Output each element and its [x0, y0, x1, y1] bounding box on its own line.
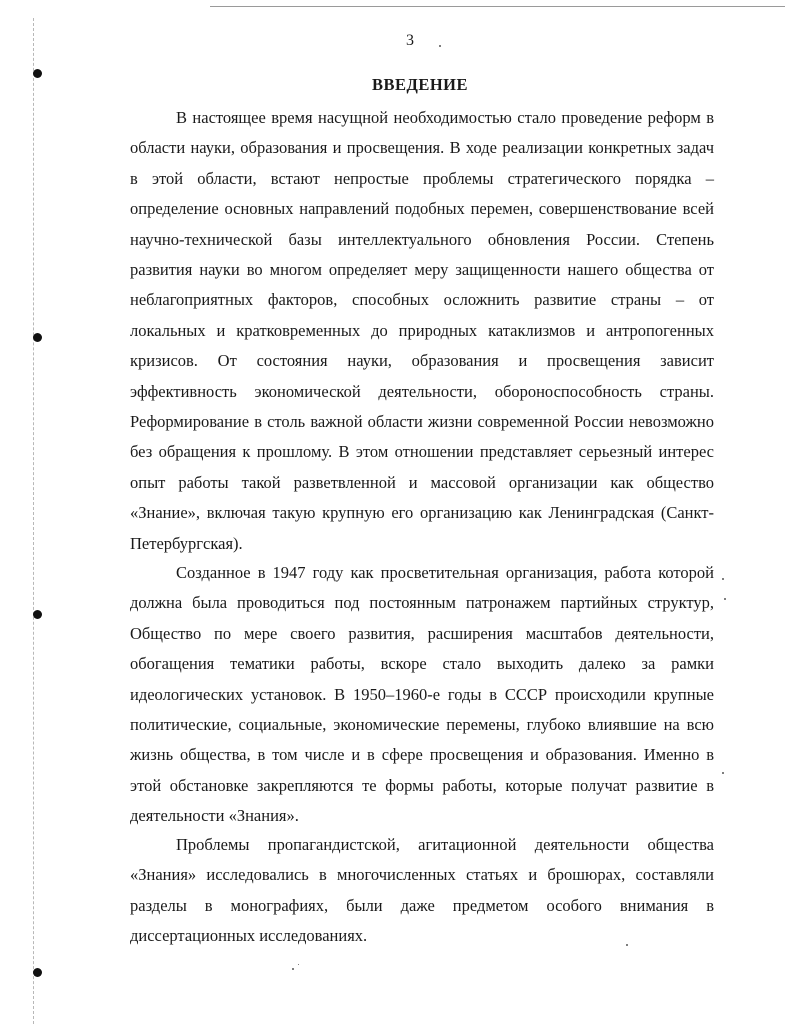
scan-speck	[724, 598, 726, 600]
top-edge-rule	[210, 6, 785, 7]
section-heading: ВВЕДЕНИЕ	[371, 75, 469, 94]
binding-hole-2	[33, 333, 42, 342]
paragraph-3: Проблемы пропагандистской, агитационной деятельности общества «Знания» исследовались в многочисленных статьях и брошюрах, составляли разделы в монографиях, были даже предметом особого внимания в диссертационных исследованиях.	[130, 835, 714, 946]
binding-hole-1	[33, 69, 42, 78]
scan-speck	[722, 772, 724, 774]
paragraph-2: Созданное в 1947 году как просветительная организация, работа которой должна была проводиться под постоянным патронажем партийных структур, Общество по мере своего развития, расширения масштабов деятельности, обогащения тематики работы, вскоре стало выходить далеко за рамки идеологических установок. В 1950–1960-е годы в СССР происходили крупные политические, социальные, экономические перемены, глубоко влиявшие на всю жизнь общества, в том числе и в сфере просвещения и образования. Именно в этой обстановке закрепляются те формы работы, которые получат развитие в деятельности «Знания».	[130, 563, 714, 826]
page-number: 3	[406, 32, 414, 49]
scan-speck	[722, 578, 724, 580]
scan-speck	[292, 968, 294, 970]
binding-hole-3	[33, 610, 42, 619]
binding-hole-4	[33, 968, 42, 977]
paragraph-1: В настоящее время насущной необходимостью стало проведение реформ в области науки, образования и просвещения. В ходе реализации конкретных задач в этой области, встают непростые проблемы стратегического порядка – определение основных направлений подобных перемен, совершенствование всей научно-технической базы интеллектуального обновления России. Степень развития науки во многом определяет меру защищенности нашего общества от неблагоприятных факторов, способных осложнить развитие страны – от локальных и кратковременных до природных катаклизмов и антропогенных кризисов. От состояния науки, образования и просвещения зависит эффективность экономической деятельности, обороноспособность страны. Реформирование в столь важной области жизни современной России невозможно без обращения к прошлому. В этом отношении представляет серьезный интерес опыт работы такой разветвленной и массовой организации как общество «Знание», включая такую крупную его организацию как Ленинградская (Санкт-Петербургская).	[130, 108, 714, 553]
binding-margin-line	[33, 18, 34, 1024]
scan-speck	[298, 964, 299, 965]
